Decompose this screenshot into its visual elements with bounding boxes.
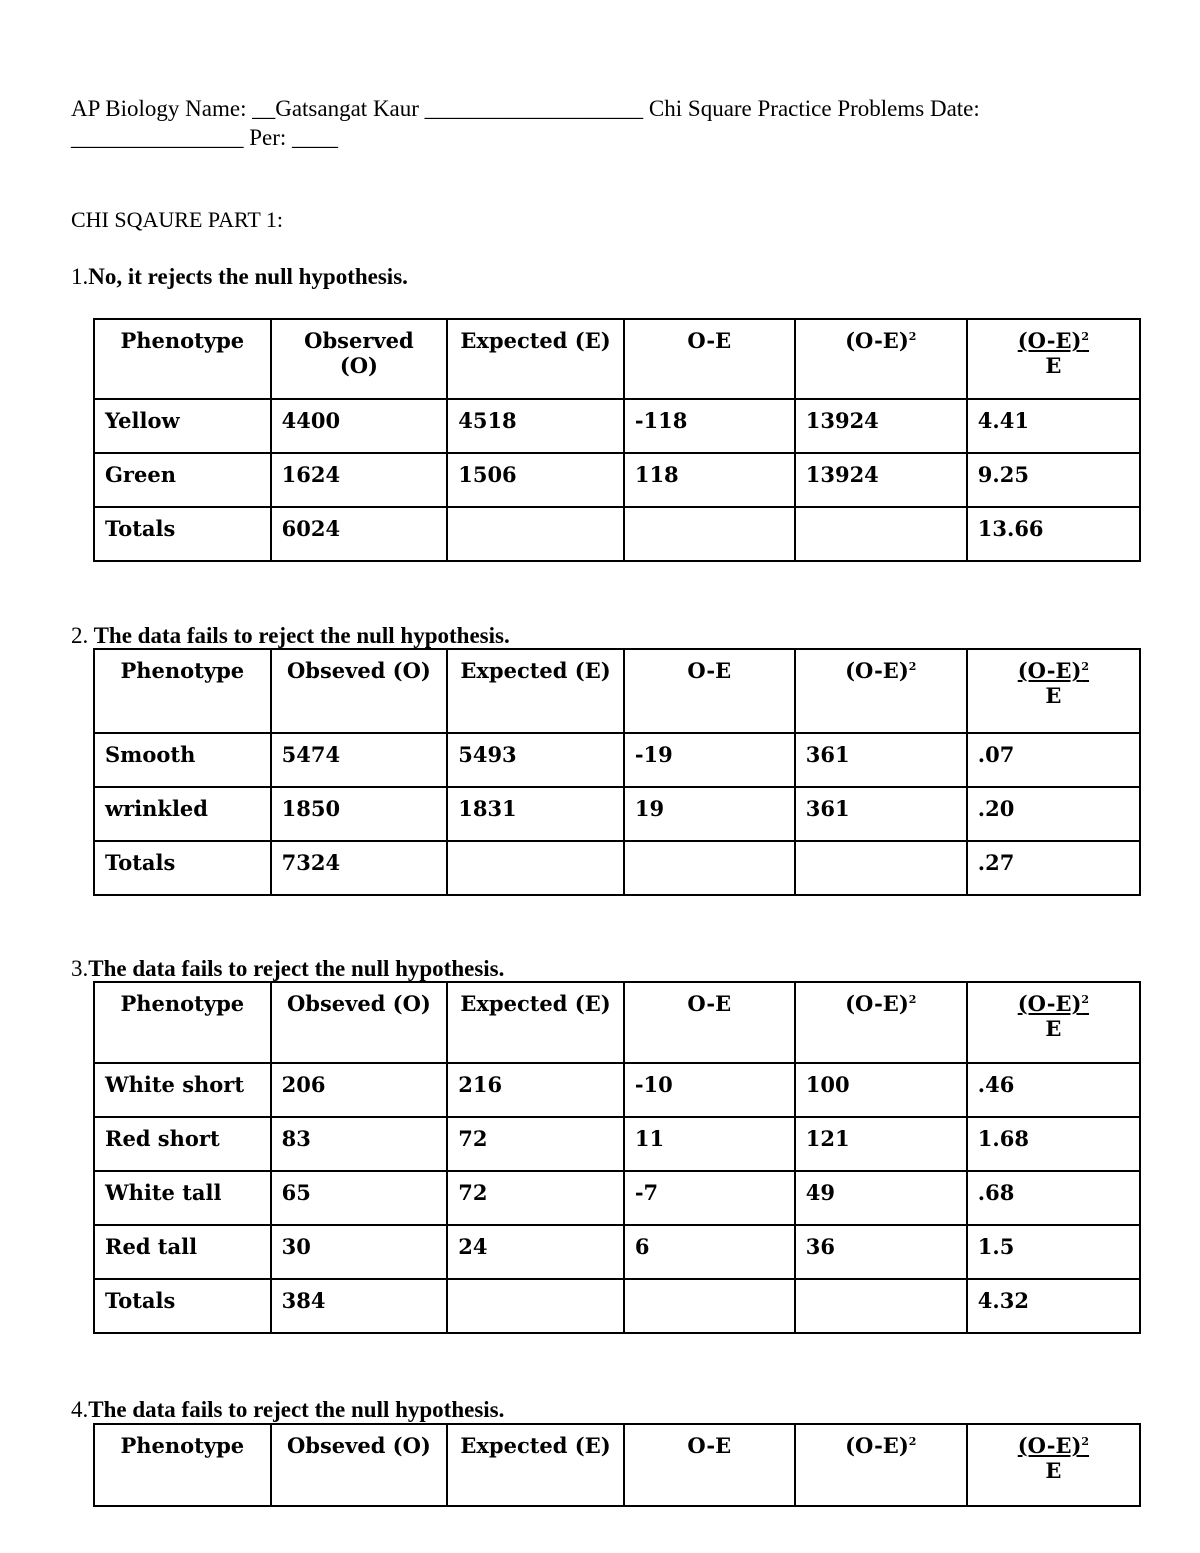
empty-cell — [447, 507, 624, 561]
superscript: 2 — [1081, 330, 1090, 343]
o-minus-e-squared-cell: 361 — [795, 733, 967, 787]
empty-cell — [795, 1279, 967, 1333]
header-o-minus-e: O-E — [624, 649, 795, 733]
header-row — [94, 1424, 1140, 1506]
table-row — [94, 1225, 1140, 1279]
superscript: 2 — [1081, 993, 1090, 1006]
phenotype-cell: Yellow — [94, 399, 271, 453]
o-minus-e-squared-cell: 13924 — [795, 453, 967, 507]
header-o-minus-e: O-E — [624, 982, 795, 1063]
expected-cell: 72 — [447, 1117, 624, 1171]
chi-square-total-cell: .27 — [967, 841, 1140, 895]
observed-cell: 30 — [271, 1225, 448, 1279]
empty-cell — [624, 1279, 795, 1333]
header-expected: Expected (E) — [447, 649, 624, 733]
empty-cell — [447, 1279, 624, 1333]
header-expected: Expected (E) — [447, 1424, 624, 1506]
header-chi-ratio — [967, 1424, 1140, 1506]
totals-row — [94, 1279, 1140, 1333]
chi-square-table-3 — [93, 981, 1141, 1334]
empty-cell — [624, 841, 795, 895]
superscript: 2 — [908, 993, 917, 1006]
superscript: 2 — [1081, 660, 1090, 673]
o-minus-e-squared-cell: 13924 — [795, 399, 967, 453]
superscript: 2 — [908, 1435, 917, 1448]
totals-row — [94, 841, 1140, 895]
chi-ratio-cell: .68 — [967, 1171, 1140, 1225]
expected-cell: 4518 — [447, 399, 624, 453]
chi-square-table-4 — [93, 1423, 1141, 1507]
table-row — [94, 453, 1140, 507]
expected-cell: 5493 — [447, 733, 624, 787]
header-chi-ratio — [967, 982, 1140, 1063]
total-observed-cell: 7324 — [271, 841, 448, 895]
question-number: 2. — [71, 623, 89, 648]
table-row — [94, 787, 1140, 841]
observed-cell: 65 — [271, 1171, 448, 1225]
expected-cell: 216 — [447, 1063, 624, 1117]
ratio-numerator: $(O-E)^2$ — [1017, 328, 1090, 353]
chi-square-table-1 — [93, 318, 1141, 562]
table-row — [94, 1063, 1140, 1117]
o-minus-e-squared-cell: 361 — [795, 787, 967, 841]
o-minus-e-squared-cell: 36 — [795, 1225, 967, 1279]
expected-cell: 72 — [447, 1171, 624, 1225]
ratio-denominator: E — [1045, 683, 1062, 708]
phenotype-cell: wrinkled — [94, 787, 271, 841]
chi-ratio-cell: .20 — [967, 787, 1140, 841]
header-expected: Expected (E) — [447, 319, 624, 399]
chi-square-table-2 — [93, 648, 1141, 896]
header-o-minus-e: O-E — [624, 1424, 795, 1506]
header-o-minus-e-squared: $(O-E)^2$ — [795, 982, 967, 1063]
chi-ratio-cell: .46 — [967, 1063, 1140, 1117]
table-row — [94, 399, 1140, 453]
ratio-numerator: $(O-E)^2$ — [1017, 658, 1090, 683]
observed-cell: 4400 — [271, 399, 448, 453]
o-minus-e-cell: -7 — [624, 1171, 795, 1225]
question-2-answer — [71, 623, 510, 649]
totals-row — [94, 507, 1140, 561]
phenotype-cell: Smooth — [94, 733, 271, 787]
empty-cell — [624, 507, 795, 561]
header-phenotype: Phenotype — [94, 319, 271, 399]
header-row — [94, 649, 1140, 733]
ratio-denominator: E — [1045, 1458, 1062, 1483]
header-row — [94, 319, 1140, 399]
superscript: 2 — [1081, 1435, 1090, 1448]
header-observed: Obseved (O) — [271, 982, 448, 1063]
chi-square-total-cell: 4.32 — [967, 1279, 1140, 1333]
chi-ratio-cell: 9.25 — [967, 453, 1140, 507]
observed-cell: 5474 — [271, 733, 448, 787]
chi-ratio-cell: 1.5 — [967, 1225, 1140, 1279]
phenotype-cell: Red tall — [94, 1225, 271, 1279]
question-number: 1. — [71, 264, 89, 289]
header-o-minus-e: O-E — [624, 319, 795, 399]
empty-cell — [795, 841, 967, 895]
o-minus-e-squared-cell: 100 — [795, 1063, 967, 1117]
total-observed-cell: 6024 — [271, 507, 448, 561]
table-row — [94, 733, 1140, 787]
expected-cell: 24 — [447, 1225, 624, 1279]
header-o-minus-e-squared: $(O-E)^2$ — [795, 649, 967, 733]
superscript: 2 — [908, 660, 917, 673]
header-phenotype: Phenotype — [94, 982, 271, 1063]
ratio-denominator: E — [1045, 1016, 1062, 1041]
ratio-denominator: E — [1045, 353, 1062, 378]
phenotype-cell: White short — [94, 1063, 271, 1117]
ratio-numerator: $(O-E)^2$ — [1017, 991, 1090, 1016]
o-minus-e-cell: -118 — [624, 399, 795, 453]
chi-square-total-cell: 13.66 — [967, 507, 1140, 561]
header-observed: Observed (O) — [271, 319, 448, 399]
header-observed: Obseved (O) — [271, 649, 448, 733]
answer-text: No, it rejects the null hypothesis. — [88, 264, 408, 289]
table-row — [94, 1171, 1140, 1225]
phenotype-cell: White tall — [94, 1171, 271, 1225]
header-o-minus-e-squared: $(O-E)^2$ — [795, 319, 967, 399]
observed-cell: 1624 — [271, 453, 448, 507]
question-number: 4. — [71, 1397, 89, 1422]
o-minus-e-cell: 118 — [624, 453, 795, 507]
expected-cell: 1831 — [447, 787, 624, 841]
totals-label: Totals — [94, 841, 271, 895]
header-chi-ratio — [967, 649, 1140, 733]
table-row — [94, 1117, 1140, 1171]
header-phenotype: Phenotype — [94, 1424, 271, 1506]
question-number: 3. — [71, 956, 89, 981]
expected-cell: 1506 — [447, 453, 624, 507]
phenotype-cell: Red short — [94, 1117, 271, 1171]
answer-text: The data fails to reject the null hypothesis. — [88, 623, 510, 648]
o-minus-e-cell: 11 — [624, 1117, 795, 1171]
o-minus-e-squared-cell: 49 — [795, 1171, 967, 1225]
chi-ratio-cell: .07 — [967, 733, 1140, 787]
period-line: _______________ Per: ____ — [71, 125, 339, 150]
question-3-answer — [71, 956, 504, 982]
chi-ratio-cell: 1.68 — [967, 1117, 1140, 1171]
header-observed: Obseved (O) — [271, 1424, 448, 1506]
header-expected: Expected (E) — [447, 982, 624, 1063]
empty-cell — [795, 507, 967, 561]
o-minus-e-squared-cell: 121 — [795, 1117, 967, 1171]
header-o-minus-e-squared: $(O-E)^2$ — [795, 1424, 967, 1506]
o-minus-e-cell: 6 — [624, 1225, 795, 1279]
o-minus-e-cell: -10 — [624, 1063, 795, 1117]
o-minus-e-cell: -19 — [624, 733, 795, 787]
empty-cell — [447, 841, 624, 895]
observed-cell: 206 — [271, 1063, 448, 1117]
superscript: 2 — [908, 330, 917, 343]
name-line: AP Biology Name: __Gatsangat Kaur ___________________ Chi Square Practice Problems Date: — [71, 96, 980, 121]
question-4-answer — [71, 1397, 504, 1423]
question-1-answer — [71, 264, 408, 290]
header-chi-ratio — [967, 319, 1140, 399]
ratio-numerator: $(O-E)^2$ — [1017, 1433, 1090, 1458]
observed-cell: 83 — [271, 1117, 448, 1171]
chi-ratio-cell: 4.41 — [967, 399, 1140, 453]
header-row — [94, 982, 1140, 1063]
part-title: CHI SQAURE PART 1: — [71, 207, 284, 232]
observed-cell: 1850 — [271, 787, 448, 841]
totals-label: Totals — [94, 507, 271, 561]
o-minus-e-cell: 19 — [624, 787, 795, 841]
total-observed-cell: 384 — [271, 1279, 448, 1333]
answer-text: The data fails to reject the null hypothesis. — [88, 1397, 505, 1422]
header-phenotype: Phenotype — [94, 649, 271, 733]
answer-text: The data fails to reject the null hypothesis. — [88, 956, 505, 981]
phenotype-cell: Green — [94, 453, 271, 507]
totals-label: Totals — [94, 1279, 271, 1333]
